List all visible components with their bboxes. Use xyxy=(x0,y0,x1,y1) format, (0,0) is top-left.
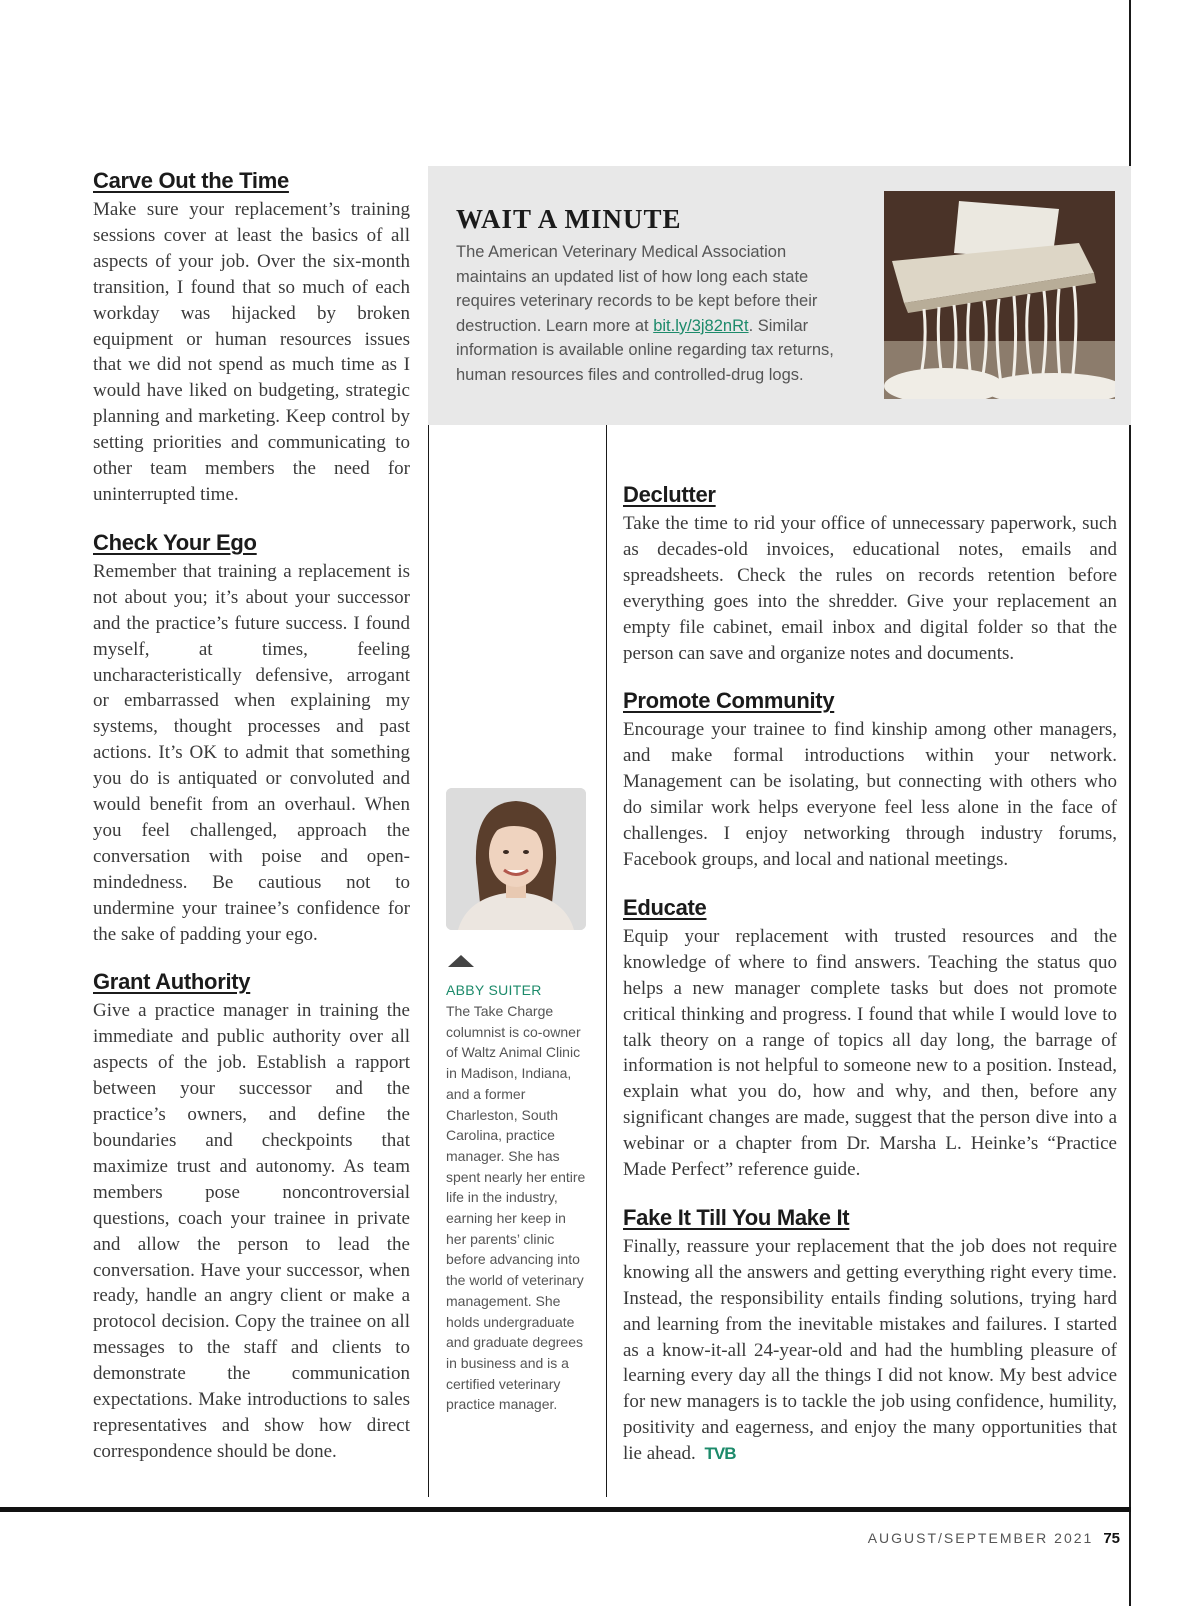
section-body-text: Finally, reassure your replacement that the job does not require knowing all the answers and getting everything right every time. Instead, the responsibility entails finding solutions, trying hard and learning from the inevitable mistakes and failures. I started as a know-it-all 24-year-old and had the humbling pleasure of learning every day all the things I did not know. My best advice for new managers is to tackle the job using confidence, humility, positivity and eagerness, and enjoy the many opportunities that lie ahead. xyxy=(623,1235,1117,1465)
section-declutter xyxy=(623,482,1117,666)
paper-shredder-icon xyxy=(884,191,1115,399)
section-promote-community xyxy=(623,688,1117,872)
sidebar-body-end: . Similar information is available online regarding tax returns, human resources files and controlled-drug logs. xyxy=(456,316,834,384)
section-heading: Promote Community xyxy=(623,688,835,714)
section-heading: Grant Authority xyxy=(93,969,251,995)
section-body: Encourage your trainee to find kinship among other managers, and make formal introductions within your network. Management can be isolating, but connecting with others who do similar work helps everyone feel less alone in the face of challenges. I enjoy networking through industry forums, Facebook groups, and local and national meetings. xyxy=(623,719,1117,870)
section-heading: Declutter xyxy=(623,482,716,507)
section-grant-authority xyxy=(93,969,410,1464)
section-body: Give a practice manager in training the immediate and public authority over all aspects of the job. Establish a rapport between your successor and the practice’s owners, and define the boundaries and checkpoints that maximize trust and autonomy. As team members pose noncontroversial questions, coach your trainee in private and allow the person to lead the conversation. Have your successor, when ready, handle an angry client or make a protocol decision. Copy the trainee on all messages to the staff and clients to demonstrate the communication expectations. Make introductions to sales representatives and show how direct correspondence should be done. xyxy=(93,1000,410,1462)
sidebar-title: WAIT A MINUTE xyxy=(456,204,682,234)
right-column xyxy=(623,482,1117,1489)
section-body: Equip your replacement with trusted resources and the knowledge of where to find answers. Teaching the status quo helps a new manager complete tasks but does not promote critical thinking and progress. I found that while I would love to talk theory on a range of topics all day long, the barrage of information is not helpful to someone new to a position. Instead, explain what you do, how and why, and then, before any significant changes are made, suggest that the person dive into a webinar or a chapter from Dr. Marsha L. Heinke’s “Practice Made Perfect” reference guide. xyxy=(623,925,1117,1181)
page-number: 75 xyxy=(1103,1530,1120,1547)
paper-shredder-photo xyxy=(884,191,1115,399)
section-body: Take the time to rid your office of unnecessary paperwork, such as decades-old invoices, educational notes, emails and spreadsheets. Check the rules on records retention before everything goes into the shredder. Give your replacement an empty file cabinet, email inbox and digital folder so that the person can save and organize notes and documents. xyxy=(623,513,1117,664)
section-body: Make sure your replacement’s training sessions cover at least the basics of all aspects of your job. Over the six-month transition, I found that so much of each workday was hijacked by broken equipment or human resources issues that we did not spend as much time as I would have liked on budgeting, strategic planning and marketing. Keep control by setting priorities and communicating to other team members the need for uninterrupted time. xyxy=(93,199,410,505)
author-bio: The Take Charge columnist is co-owner of Waltz Animal Clinic in Madison, Indiana, and a former Charleston, South Carolina, practice manager. She has spent nearly her entire life in the industry, earning her keep in her parents’ clinic before advancing into the world of veterinary management. She holds undergraduate and graduate degrees in business and is a certified veterinary practice manager. xyxy=(446,1003,586,1413)
section-carve-out-the-time xyxy=(93,168,410,508)
column-divider-right xyxy=(606,425,607,1497)
records-link[interactable]: bit.ly/3j82nRt xyxy=(653,316,749,335)
sidebar-body-start: The American Veterinary Medical Association maintains an updated list of how long each state requires veterinary records to be kept before their destruction. Learn more at xyxy=(456,243,818,335)
author-portrait-icon xyxy=(446,788,586,930)
section-check-your-ego xyxy=(93,530,410,948)
caret-up-icon xyxy=(448,955,474,967)
author-name: ABBY SUITER xyxy=(446,982,542,998)
page-footer xyxy=(868,1530,1120,1547)
author-portrait xyxy=(446,788,586,930)
left-column xyxy=(93,168,410,1487)
section-heading: Carve Out the Time xyxy=(93,168,289,193)
issue-date: AUGUST/SEPTEMBER 2021 xyxy=(867,1530,1094,1546)
section-educate xyxy=(623,895,1117,1183)
wait-a-minute-sidebar xyxy=(428,166,1131,425)
section-heading: Check Your Ego xyxy=(93,529,257,555)
section-heading: Educate xyxy=(623,894,707,920)
footer-rule xyxy=(0,1507,1131,1512)
author-bio-block xyxy=(446,982,586,1415)
section-fake-it-till-you-make-it xyxy=(623,1205,1117,1467)
end-mark-logo: TVB xyxy=(704,1444,736,1464)
sidebar-body xyxy=(456,240,854,388)
section-heading: Fake It Till You Make It xyxy=(623,1204,850,1230)
section-body xyxy=(623,1234,1117,1467)
section-body: Remember that training a replacement is not about you; it’s about your successor and the practice’s future success. I found myself, at times, feeling uncharacteristically defensive, arrogant or embarrassed when explaining my systems, thought processes and past actions. It’s OK to admit that something you do is antiquated or convoluted and would benefit from an overhaul. When you feel challenged, approach the conversation with poise and open-mindedness. Be cautious not to undermine your trainee’s confidence for the sake of padding your ego. xyxy=(93,560,410,945)
